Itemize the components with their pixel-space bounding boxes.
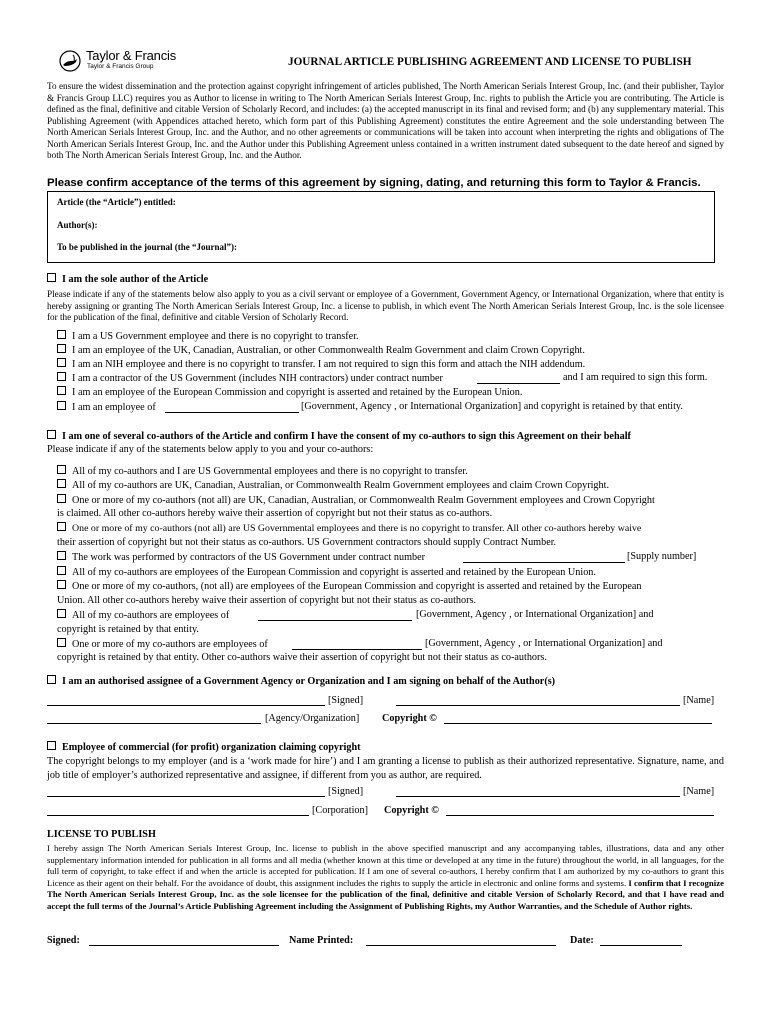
co-option-crown[interactable]	[57, 479, 609, 492]
employee-signed-label: [Signed]	[328, 786, 364, 797]
checkbox[interactable]	[57, 358, 66, 367]
option-label-cont: [Government, Agency , or International Organization] and	[425, 638, 663, 649]
sole-option-eu[interactable]	[57, 386, 522, 399]
assignee-checkbox[interactable]	[47, 675, 56, 684]
option-label-cont: [Government, Agency , or International Organization] and	[416, 609, 654, 620]
employer-field[interactable]	[165, 402, 299, 413]
option-label-cont: Union. All other co-authors hereby waive their assertion of copyright but not their status as co-authors.	[57, 595, 477, 606]
intro-paragraph: To ensure the widest dissemination and the protection against copyright infringement of articles published, The North American Serials Interest Group, Inc. (and their publisher, Taylor & Francis Group LLC) requires you as Author to license in writing to The North American Serials Interest Group, Inc. rights to publish the Article you are contributing. The Article is defined as the final, definitive and citable Version of Scholarly Record, and includes: (a) the accepted manuscript in its final and revised form; and (b) any supplementary material. This Publishing Agreement (with Appendices attached hereto, which form part of this Publishing Agreement) constitutes the entire Agreement and the sole understanding between The North American Serials Interest Group, Inc. and the Author, and no other agreements or communications will be taken into account when interpreting the rights and obligations of The North American Serials Interest Group, Inc. and the Author under this Publishing Agreement unless contained in a written instrument dated subsequent to the date hereof and signed by both The North American Serials Interest Group, Inc. and the Author.	[47, 81, 724, 160]
employee-name-line[interactable]	[396, 796, 680, 797]
sole-author-heading: I am the sole author of the Article	[62, 274, 209, 285]
option-label-cont: their assertion of copyright but not their status as co-authors. US Government contractors should supply Contract Number.	[57, 537, 557, 548]
co-option-some-crown[interactable]	[57, 494, 655, 507]
checkbox[interactable]	[57, 494, 66, 503]
option-label: I am an employee of the European Commission and copyright is asserted and retained by the European Union.	[72, 387, 523, 398]
checkbox[interactable]	[57, 344, 66, 353]
option-label: I am a US Government employee and there is no copyright to transfer.	[72, 331, 359, 342]
coauthors-checkbox[interactable]	[47, 430, 56, 439]
option-label: The work was performed by contractors of the US Government under contract number	[72, 552, 426, 563]
journal-label: To be published in the journal (the “Journal”):	[57, 242, 237, 252]
co-some-employer-field[interactable]	[292, 639, 422, 650]
employee-corporation-line[interactable]	[47, 815, 309, 816]
date-label: Date:	[570, 935, 594, 946]
name-printed-label: Name Printed:	[289, 935, 354, 946]
co-option-eu-all[interactable]	[57, 566, 596, 579]
final-signature-line[interactable]	[89, 945, 279, 946]
co-option-some-employees-of[interactable]	[57, 638, 268, 651]
document-title: JOURNAL ARTICLE PUBLISHING AGREEMENT AND LICENSE TO PUBLISH	[288, 56, 692, 68]
checkbox[interactable]	[57, 551, 66, 560]
checkbox[interactable]	[57, 638, 66, 647]
checkbox[interactable]	[57, 566, 66, 575]
option-label: All of my co-authors and I are US Governmental employees and there is no copyright to transfer.	[72, 466, 468, 477]
confirm-heading: Please confirm acceptance of the terms of this agreement by signing, dating, and returning this form to Taylor & Francis.	[47, 177, 701, 189]
employee-name-label: [Name]	[683, 786, 715, 797]
assignee-agency-label: [Agency/Organization]	[265, 713, 360, 724]
assignee-option[interactable]	[47, 675, 555, 687]
assignee-name-label: [Name]	[683, 695, 715, 706]
co-contract-number-field[interactable]	[463, 552, 625, 563]
option-label-cont: is claimed. All other co-authors hereby waive their assertion of copyright but not their status as co-authors.	[57, 508, 493, 519]
checkbox[interactable]	[57, 465, 66, 474]
checkbox[interactable]	[57, 580, 66, 589]
co-option-us-gov[interactable]	[57, 465, 468, 478]
employee-corporation-label: [Corporation]	[312, 805, 369, 816]
option-label-cont: [Government, Agency , or International Organization] and copyright is retained by that entity.	[301, 401, 683, 412]
assignee-signature-line[interactable]	[47, 705, 325, 706]
option-label-cont: [Supply number]	[627, 551, 697, 562]
sole-option-crown[interactable]	[57, 344, 585, 357]
license-text	[47, 843, 724, 912]
sole-option-employee-of[interactable]	[57, 401, 156, 414]
contract-number-field[interactable]	[477, 373, 560, 384]
lamp-logo-icon	[58, 50, 82, 72]
option-label: I am an employee of	[72, 402, 156, 413]
assignee-copyright-line[interactable]	[444, 723, 712, 724]
assignee-name-line[interactable]	[396, 705, 680, 706]
option-label: All of my co-authors are employees of	[72, 610, 230, 621]
co-employer-field[interactable]	[258, 610, 412, 621]
checkbox[interactable]	[57, 330, 66, 339]
sole-option-us-gov[interactable]	[57, 330, 359, 343]
final-signed-label: Signed:	[47, 935, 80, 946]
assignee-heading: I am an authorised assignee of a Government Agency or Organization and I am signing on behalf of the Author(s)	[62, 676, 556, 687]
checkbox[interactable]	[57, 401, 66, 410]
assignee-agency-line[interactable]	[47, 723, 261, 724]
taylor-francis-logo	[58, 48, 188, 76]
checkbox[interactable]	[57, 386, 66, 395]
co-option-all-employees-of[interactable]	[57, 609, 229, 622]
brand-subtitle: Taylor & Francis Group	[87, 63, 154, 70]
sole-author-option[interactable]	[47, 273, 208, 285]
authors-label: Author(s):	[57, 220, 98, 230]
checkbox[interactable]	[57, 609, 66, 618]
license-text-bold: I confirm that I recognize The North American Serials Interest Group, Inc. as the sole licensee for the publication of the final, definitive and citable Version of Scholarly Record, and that I have read and accept the full terms of the Journal’s Article Publishing Agreement including the Assignment of Publishing Rights, my Author Warranties, and the Schedule of Author rights.	[47, 877, 724, 911]
option-label: One or more of my co-authors (not all) are US Governmental employees and there is no copyright to transfer. All other co-authors hereby waive	[72, 523, 642, 534]
option-label: I am an NIH employee and there is no copyright to transfer. I am not required to sign this form and attach the NIH addendum.	[72, 359, 586, 370]
option-label: One or more of my co-authors, (not all) are employees of the European Commission and copyright is asserted and retained by the European	[72, 581, 642, 592]
assignee-signed-label: [Signed]	[328, 695, 364, 706]
name-printed-line[interactable]	[366, 945, 556, 946]
coauthors-description: Please indicate if any of the statements below apply to you and your co-authors:	[47, 444, 374, 455]
license-heading: LICENSE TO PUBLISH	[47, 829, 156, 840]
checkbox[interactable]	[57, 372, 66, 381]
employee-copyright-line[interactable]	[446, 815, 714, 816]
sole-option-nih[interactable]	[57, 358, 585, 371]
employee-signature-line[interactable]	[47, 796, 325, 797]
sole-option-contractor[interactable]	[57, 372, 443, 385]
checkbox[interactable]	[57, 479, 66, 488]
option-label-cont: and I am required to sign this form.	[563, 372, 708, 383]
coauthors-option[interactable]	[47, 430, 631, 442]
option-label: One or more of my co-authors are employees of	[72, 639, 268, 650]
article-info-box[interactable]	[47, 191, 715, 263]
option-label: I am an employee of the UK, Canadian, Australian, or other Commonwealth Realm Government and claim Crown Copyright.	[72, 345, 585, 356]
license-text-plain: I hereby assign The North American Serials Interest Group, Inc. license to publish in the above specified manuscript and any accompanying tables, illustrations, data and any other supplementary information intended for publication in all forms and all media (whether known at this time or developed at any time in the future) throughout the world, in all languages, for the full term of copyright, to take effect if and when the article is accepted for publication. If I am one of several co-authors, I hereby confirm that I am authorized by my co-authors to grant this Licence as their agent on their behalf. For the avoidance of doubt, this assignment includes the rights to supply the article in electronic and online forms and systems.	[47, 843, 724, 888]
article-title-label: Article (the “Article”) entitled:	[57, 197, 176, 207]
option-label: I am a contractor of the US Government (includes NIH contractors) under contract number	[72, 373, 443, 384]
option-label: All of my co-authors are employees of the European Commission and copyright is asserted and retained by the European Union.	[72, 567, 596, 578]
employee-checkbox[interactable]	[47, 741, 56, 750]
sole-author-description: Please indicate if any of the statements below also apply to you as a civil servant or employee of a Government, Government Agency, or International Organization, where that entity is hereby assigning or granting The North American Serials Interest Group, Inc. a license to publish, in which event The North American Serials Interest Group, Inc. is the sole licensee for the publication of the final, definitive and citable Version of Scholarly Record.	[47, 289, 724, 322]
option-label: All of my co-authors are UK, Canadian, Australian, or Commonwealth Realm Government employees and claim Crown Copyright.	[72, 480, 609, 491]
sole-author-checkbox[interactable]	[47, 273, 56, 282]
employee-heading: Employee of commercial (for profit) organization claiming copyright	[62, 742, 361, 753]
option-label: One or more of my co-authors (not all) are UK, Canadian, Australian, or Commonwealth Realm Government employees and Crown Copyright	[72, 495, 655, 506]
date-line[interactable]	[600, 945, 682, 946]
employee-description: The copyright belongs to my employer (and is a ‘work made for hire’) and I am granting a license to publish as their authorized representative. Signature, name, and job title of employer’s authorized representative and assignee, if different from you as author, are required.	[47, 756, 724, 782]
employee-copyright-label: Copyright ©	[384, 805, 439, 816]
co-option-contractors[interactable]	[57, 551, 425, 564]
employee-option[interactable]	[47, 741, 361, 753]
checkbox[interactable]	[57, 522, 66, 531]
coauthors-heading: I am one of several co-authors of the Article and confirm I have the consent of my co-authors to sign this Agreement on their behalf	[62, 431, 631, 442]
co-option-eu-some[interactable]	[57, 580, 641, 593]
assignee-copyright-label: Copyright ©	[382, 713, 437, 724]
option-label-cont: copyright is retained by that entity.	[57, 624, 199, 635]
option-label-cont: copyright is retained by that entity. Other co-authors waive their assertion of copyright but not their status as co-authors.	[57, 652, 547, 663]
brand-name: Taylor & Francis	[86, 48, 176, 63]
co-option-some-us-gov[interactable]	[57, 522, 641, 535]
